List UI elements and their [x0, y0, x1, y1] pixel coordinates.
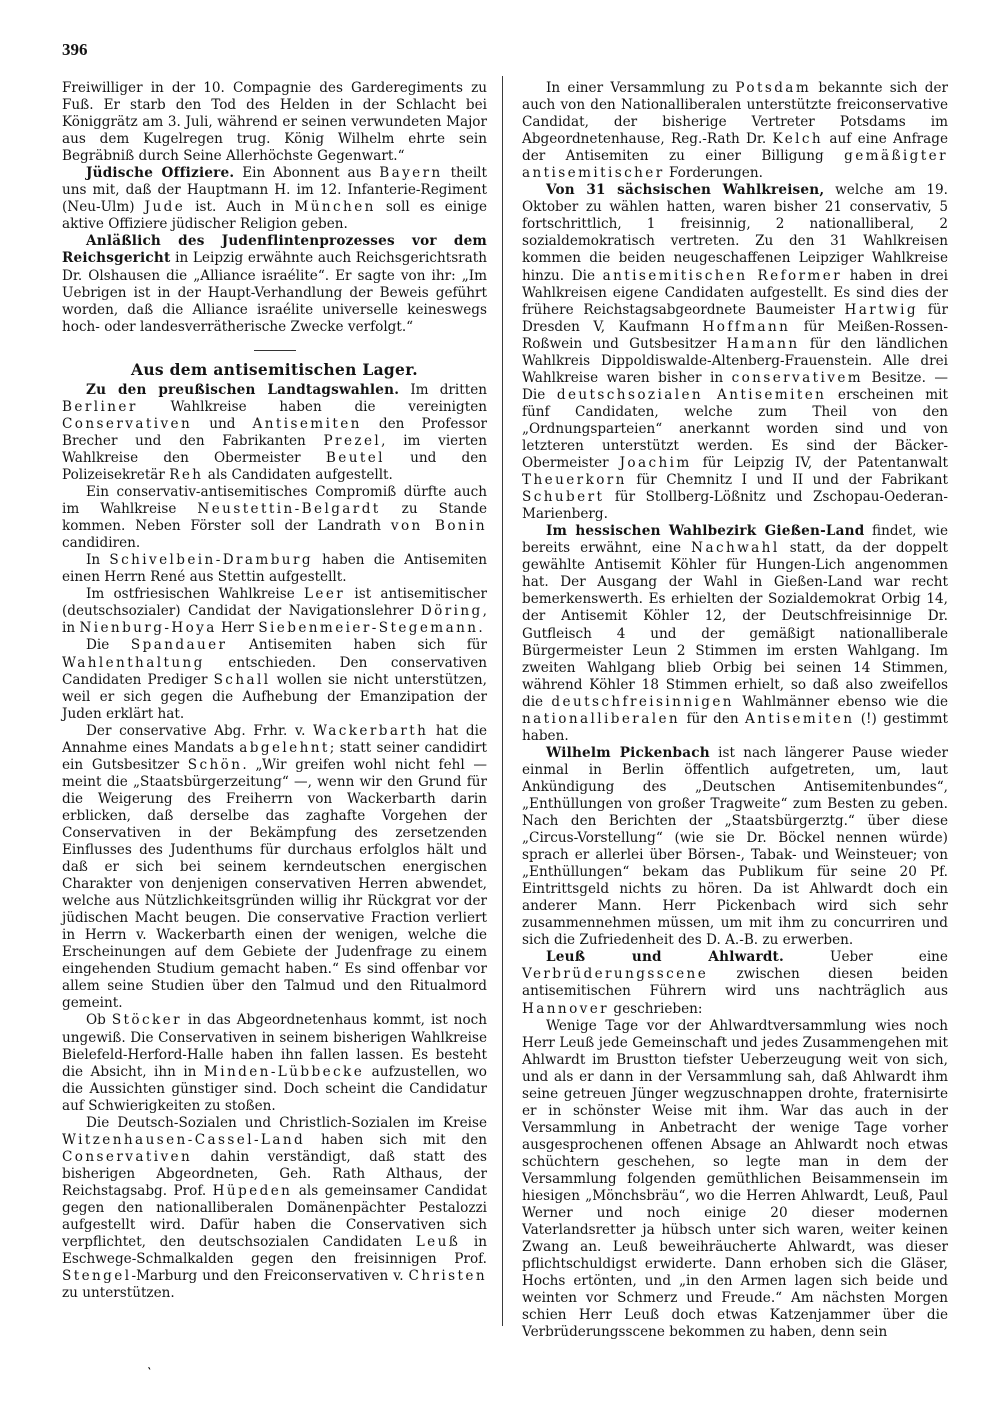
- spaced-text: Hartwig: [844, 301, 918, 318]
- text-run: Ein Abonnent aus: [234, 165, 380, 182]
- text-run: Forderungen.: [664, 165, 763, 182]
- text-run: Ob: [86, 1012, 112, 1029]
- text-run: aufzustellen, wo die Aussichten günstiger sind. Doch scheint die Candidatur auf Schwierigkeiten zu stoßen.: [62, 1063, 487, 1114]
- paragraph-schivelbein: [62, 552, 487, 586]
- text-run: für Leipzig IV, der Patentanwalt: [691, 455, 948, 472]
- text-run: und den Polizeisekretär: [62, 449, 488, 483]
- spaced-text: Witzenhausen-Cassel-Land: [62, 1131, 306, 1148]
- spaced-text: Reh: [169, 466, 204, 483]
- text-run: Wahlkreise haben die vereinigten: [137, 398, 487, 415]
- spaced-text: Conservativen: [62, 1148, 193, 1165]
- spaced-text: Christen: [408, 1268, 487, 1285]
- text-run: für Meißen-Rossen-Roßwein und Gutsbesitzer: [522, 318, 948, 352]
- text-run: in Eschwege-Schmalkalden gegen den freisinnigen Prof.: [62, 1234, 487, 1268]
- paragraph-spandau: [62, 637, 487, 722]
- text-run: entschieden. Den conservativen Candidaten Prediger: [62, 654, 487, 688]
- text-run: Die: [86, 637, 131, 654]
- text-run: für Stollberg-Lößnitz und Zschopau-Oederan-Marienberg.: [522, 489, 948, 523]
- spaced-text: Joachim: [619, 455, 692, 472]
- text-run: für Dresden V, Kaufmann: [522, 301, 948, 335]
- text-run: hat die Annahme eines Mandats: [62, 722, 487, 756]
- text-run: candidiren.: [62, 535, 141, 552]
- text-run: Wahlmänner ebenso wie die: [733, 693, 948, 710]
- spaced-text: abgelehnt: [239, 739, 330, 756]
- text-run: Herr: [216, 620, 259, 637]
- spaced-text: Minden-Lübbecke: [203, 1063, 365, 1080]
- text-run: Antisemiten haben sich für: [227, 637, 487, 654]
- page-number: 396: [62, 40, 88, 59]
- spaced-text: Stengel: [62, 1268, 132, 1285]
- text-run: auf eine Anfrage der Antisemiten zu einer Billigung: [522, 131, 948, 165]
- text-run: In einer Versammlung zu: [546, 80, 736, 96]
- spaced-text: conservativem: [731, 369, 864, 386]
- spaced-text: gemäßigter antisemitischer: [522, 148, 948, 182]
- text-run: theilt uns mit, daß der Hauptmann H. im 12. Infanterie-Regiment (Neu-Ulm): [62, 165, 487, 216]
- text-run: haben sich mit den: [305, 1131, 487, 1148]
- text-run: den Professor Brecher und den Fabrikanten: [62, 415, 487, 449]
- section-title: Aus dem antisemitischen Lager.: [131, 359, 418, 379]
- text-run: statt, da der doppelt gewählte Antisemit Köhler für Hungen-Lich angenommen hat. Der Ausgang der Wahl in Gießen-Land war recht bemerkenswerth. Es erhielten der Sozialdemokrat Orbig 14, der Antisemit Köhler 12, der Deutschfreisinnige Dr. Gutfleisch 4 und der gemäßigt nationalliberale Bürgermeister Leun 2 Stimmen im ersten Wahlgang. Im zweiten Wahlgang blieb Orbig bei seinen 14 Stimmen, während Köhler 18 Stimmen erhielt, so daß also zweifellos die: [522, 540, 948, 710]
- article-judenflintenprozess: [62, 233, 487, 335]
- spaced-text: München: [294, 199, 376, 216]
- stray-mark: ˴: [145, 1358, 156, 1376]
- text-run: in Leipzig erwähnte auch Reichsgerichtsrath Dr. Olshausen die „Alliance israélite“. Er sagte von ihr: „Im Uebrigen ist in der Haupt-Verhandlung der Beweis geführt worden, daß die Alliance israélite universelle keineswegs hoch- oder landesverrätherische Zwecke verfolgt.“: [62, 250, 487, 335]
- text-run: , in: [62, 603, 487, 637]
- text-run: haben in drei Wahlkreisen eigene Candidaten aufgestellt. Es sind dies der frühere Reichstagsabgeordnete Baumeister: [522, 267, 948, 318]
- text-run: wollen sie nicht unterstützen, weil er sich gegen die Aufhebung der Emanzipation der Juden erklärt hat.: [62, 671, 487, 722]
- spaced-text: von Bonin: [390, 518, 487, 535]
- text-run: in das Abgeordnetenhaus kommt, ist noch ungewiß. Die Conservativen in seinem bisherigen Wahlkreise Bielefeld-Herford-Halle haben ihn fallen lassen. Es besteht die Absicht, ihn in: [62, 1012, 487, 1080]
- spaced-text: Hamann: [726, 335, 800, 352]
- text-run: erscheinen mit fünf Candidaten, welche zum Theil von den „Ordnungsparteien“ anerkannt worden sind und von letzteren unterstützt werden. Es sind der Bäcker-Obermeister: [522, 386, 948, 472]
- text-run: .: [478, 620, 483, 637]
- spaced-text: Döring: [420, 603, 483, 620]
- column-divider: [502, 76, 503, 1326]
- spaced-text: Hüpeden: [212, 1182, 293, 1199]
- spaced-text: Schön: [187, 756, 243, 773]
- spaced-text: Spandauer: [130, 637, 228, 654]
- spaced-text: Siebenmeier-Stegemann: [258, 620, 479, 637]
- paragraph-leer: [62, 586, 487, 637]
- paragraph-neustettin: [62, 484, 487, 552]
- article-saechsische-wahlkreise: [522, 182, 948, 523]
- article-heading: Jüdische Offiziere.: [86, 165, 235, 182]
- spaced-text: Neustettin-Belgardt: [197, 501, 381, 518]
- text-run: als gemeinsamer Candidat gegen den nationalliberalen Domänenpächter Pestalozzi aufgestellt wird. Dafür haben die Conservativen sich verpflichtet, den deutschsozialen Candidaten: [62, 1182, 487, 1251]
- section-rule: [254, 350, 296, 351]
- text-run: ; statt seiner candidirt ein Gutsbesitzer: [62, 739, 487, 773]
- spaced-text: Nienburg-Hoya: [79, 620, 217, 637]
- text-run: . „Wir greifen wohl nicht fehl — meint die „Staatsbürgerzeitung“ —, wenn wir den Grund für die Weigerung des Freiherrn von Wackerbarth darin erblicken, daß derselbe das zaghafte Vorgehen der Conservativen in der Bekämpfung des zersetzenden Einflusses des Judenthums für durchaus erfolglos hält und daß er sich bei seinem kerndeutschen energischen Charakter von denjenigen conservativen Herren abwendet, welche aus Nützlichkeitsgründen willig ihr Rückgrat vor der jüdischen Macht beugen. Die conservative Fraction verliert in Herrn v. Wackerbarth einen der wenigen, welche die Erscheinungen auf dem Gebiete der Judenfrage zu einem eingehenden Studium gemacht haben.“ Es sind offenbar vor allem seine Studien über den Talmud und den Ritualmord gemeint.: [62, 756, 487, 1012]
- text-run: zwischen diesen beiden antisemitischen Führern wird uns nachträglich aus: [522, 966, 948, 1000]
- spaced-text: Hannover: [522, 1000, 610, 1017]
- text-run: Ueber eine: [783, 949, 948, 966]
- text-run: soll es einige aktive Offiziere jüdischer Religion geben.: [62, 199, 487, 233]
- article-heading: Wilhelm Pickenbach: [546, 744, 710, 761]
- text-run: geschrieben:: [609, 1000, 703, 1017]
- spaced-text: Prezel: [323, 432, 382, 449]
- text-run: Die Deutsch-Sozialen und Christlich-Sozialen im Kreise: [86, 1114, 487, 1131]
- article-pickenbach: [522, 745, 948, 950]
- text-run: Im ostfriesischen Wahlkreise: [86, 586, 304, 603]
- spaced-text: deutschsozialen Antisemiten: [556, 386, 827, 403]
- article-heading: Leuß und Ahlwardt.: [546, 949, 784, 966]
- article-continuation: Freiwilliger in der 10. Compagnie des Garderegiments zu Fuß. Er starb den Tod des Helden in der Schlacht bei Königgrätz am 3. Juli, während er seinen verwundeten Major aus dem Kugelregen trug. König Wilhelm ehrte sein Begräbniß durch Seine Allerhöchste Gegenwart.“: [62, 80, 487, 165]
- text-run: Ein conservativ-antisemitisches Compromiß dürfte auch im Wahlkreise: [62, 484, 487, 518]
- spaced-text: Stöcker: [111, 1012, 182, 1029]
- text-run: bekannte sich der auch von den Nationalliberalen unterstützte freiconservative Candidat, der bisherige Vertreter Potsdams im Abgeordnetenhause, Reg.-Rath Dr.: [522, 80, 948, 148]
- spaced-text: Leuß: [415, 1234, 461, 1251]
- paragraph-verbruederung: Wenige Tage vor der Ahlwardtversammlung wies noch Herr Leuß jede Gemeinschaft und jedes Zusammengehen mit Ahlwardt im Brustton tiefster Ueberzeugung weit von sich, und als er dann in der Versammlung sah, daß Ahlwardt ihm seine getreuen Jünger wegzuschnappen drohte, fraternisirte er in schönster Weise mit ihm. War das auch in der Versammlung in Anbetracht der wenige Tage vorher ausgesprochenen offenen Absage an Ahlwardt noch etwas schüchtern geschehen, so legte man in dem der Versammlung folgenden gemüthlichen Beisammensein im hiesigen „Mönchsbräu“, wo die Herren Ahlwardt, Leuß, Paul Werner und noch einige 20 dieser modernen Vaterlandsretter ja hübsch unter sich waren, weiter keinen Zwang an. Leuß beweihräucherte Ahlwardt, was dieser pflichtschuldigst erwiderte. Dann erhoben sich die Gläser, Hochs ertönten, und „in den Armen lagen sich beide und weinten vor Schmerz und Freude.“ Am nächsten Morgen schien Herr Leuß doch etwas Katzenjammer über die Verbrüderungsscene bekommen zu haben, denn sein: [522, 1017, 948, 1341]
- text-run: für Chemnitz I und II und der Fabrikant: [626, 472, 948, 489]
- spaced-text: Potsdam: [735, 80, 812, 96]
- spaced-text: Berliner: [62, 398, 138, 415]
- text-run: für den ländlichen Wahlkreis Dippoldiswalde-Altenberg-Frauenstein. Alle drei Wahlkreise waren bisher in: [522, 335, 948, 386]
- article-leuss-ahlwardt: [522, 949, 948, 1017]
- text-run: -Marburg und den Freiconservativen v.: [131, 1268, 409, 1285]
- spaced-text: Antisemiten: [252, 415, 362, 432]
- spaced-text: Leer: [303, 586, 346, 603]
- spaced-text: Bayern: [379, 165, 443, 182]
- right-column: [522, 80, 948, 1341]
- article-heading: Von 31 sächsischen Wahlkreisen,: [546, 182, 825, 199]
- spaced-text: Antisemiten: [745, 710, 855, 727]
- spaced-text: Conservativen: [62, 415, 193, 432]
- text-run: ist antisemitischer (deutschsozialer) Candidat der Navigationslehrer: [62, 586, 487, 620]
- left-column: [62, 80, 487, 1302]
- spaced-text: antisemitischen Reformer: [602, 267, 843, 284]
- spaced-text: Schubert: [522, 489, 605, 506]
- text-run: ist nach längerer Pause wieder einmal in Berlin öffentlich aufgetreten, um, laut Ankündigung des „Deutschen Antisemitenbundes“, „Enthüllungen von großer Tragweite“ zum Besten zu geben. Nach den Berichten der „Staatsbürgerztg.“ über diese „Circus-Vorstellung“ (wie sie Dr. Böckel nennen würde) sprach er allerlei über Börsen-, Tabak- und Weinsteuer; von „Enthüllungen“ bekam das Publikum für seine 20 Pf. Eintrittsgeld nichts zu hören. Da ist Ahlwardt doch ein anderer Mann. Herr Pickenbach wird sich sehr zusammennehmen müssen, um mit ihm zu concurriren und sich die Zufriedenheit des D. A.-B. zu erwerben.: [522, 744, 948, 949]
- spaced-text: Hoffmann: [702, 318, 791, 335]
- spaced-text: Theuerkorn: [522, 472, 627, 489]
- text-run: welche am 19. Oktober zu wählen hatten, waren bisher 21 conservativ, 5 fortschrittlich, 1 freisinnig, 2 nationalliberal, 2 sozialdemokratisch vertreten. Zu den 31 Wahlkreisen kommen die beiden neugeschaffenen Leipziger Wahlkreise hinzu. Die: [522, 182, 948, 284]
- spaced-text: Wahlenthaltung: [62, 654, 205, 671]
- article-heading: Zu den preußischen Landtagswahlen.: [86, 381, 400, 398]
- spaced-text: Schivelbein-Dramburg: [109, 552, 313, 569]
- text-run: findet, wie bereits erwähnt, eine: [522, 523, 948, 557]
- paragraph-witzenhausen: [62, 1115, 487, 1303]
- text-run: , im vierten Wahlkreise den Obermeister: [62, 432, 487, 466]
- spaced-text: Schall: [213, 671, 271, 688]
- spaced-text: Jude: [144, 199, 186, 216]
- article-juedische-offiziere: [62, 165, 487, 233]
- article-giessen-land: [522, 523, 948, 745]
- text-run: haben die Antisemiten einen Herrn René aus Stettin aufgestellt.: [62, 552, 487, 586]
- spaced-text: Beutel: [325, 449, 385, 466]
- spaced-text: nationalliberalen: [522, 710, 681, 727]
- text-run: als Candidaten aufgestellt.: [203, 466, 393, 483]
- text-run: (!) gestimmt haben.: [522, 710, 948, 744]
- spaced-text: deutschfreisinnigen: [551, 693, 734, 710]
- text-run: Im dritten: [399, 381, 487, 398]
- text-run: ist. Auch in: [185, 199, 295, 216]
- text-run: für den: [680, 710, 746, 727]
- text-run: zu Stande kommen. Neben Förster soll der Landrath: [62, 501, 487, 535]
- paragraph-wackerbarth: [62, 723, 487, 1013]
- spaced-text: Verbrüderungsscene: [522, 966, 709, 983]
- spaced-text: Wackerbarth: [313, 722, 429, 739]
- text-run: Besitze. — Die: [522, 369, 948, 403]
- text-run: zu unterstützen.: [62, 1285, 175, 1302]
- spaced-text: Kelch: [772, 131, 824, 148]
- article-landtagswahlen: [62, 382, 487, 484]
- paragraph-potsdam: [522, 80, 948, 182]
- spaced-text: Nachwahl: [691, 540, 780, 557]
- text-run: Der conservative Abg. Frhr. v.: [86, 722, 314, 739]
- text-run: dahin verständigt, daß statt des bisherigen Abgeordneten, Geh. Rath Althaus, der Reichstagsabg. Prof.: [62, 1148, 487, 1199]
- text-run: und: [192, 415, 253, 432]
- paragraph-stoecker: [62, 1012, 487, 1114]
- article-heading: Im hessischen Wahlbezirk Gießen-Land: [546, 523, 865, 540]
- text-run: In: [86, 552, 110, 569]
- article-heading: Anläßlich des Judenflintenprozesses vor dem Reichsgericht: [62, 233, 487, 267]
